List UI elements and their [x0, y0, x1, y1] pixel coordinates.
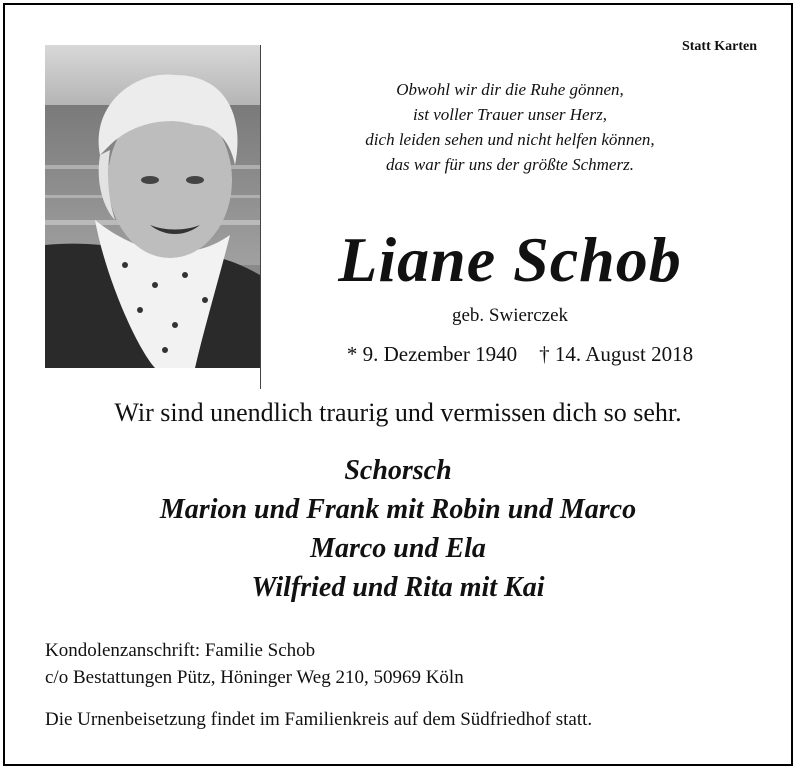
obituary-notice	[3, 3, 793, 766]
photo-divider	[260, 45, 261, 389]
deceased-name: Liane Schob	[338, 224, 682, 295]
death-date: † 14. August 2018	[539, 342, 694, 366]
poem	[295, 77, 725, 177]
poem-line: dich leiden sehen und nicht helfen können,	[365, 130, 655, 149]
statt-karten-label: Statt Karten	[681, 39, 757, 54]
mourner-line: Schorsch	[344, 455, 452, 486]
condolence-address	[45, 637, 765, 691]
birth-date: * 9. Dezember 1940	[346, 342, 518, 366]
mourning-sentence: Wir sind unendlich traurig und vermissen dich so sehr.	[114, 398, 682, 427]
mourner-line: Marco und Ela	[310, 533, 486, 564]
mourner-line: Marion und Frank mit Robin und Marco	[159, 494, 637, 525]
maiden-name: geb. Swierczek	[451, 305, 569, 326]
burial-note: Die Urnenbeisetzung findet im Familienkreis auf dem Südfriedhof statt.	[45, 709, 593, 730]
poem-line: Obwohl wir dir die Ruhe gönnen,	[396, 80, 624, 99]
mourner-line: Wilfried und Rita mit Kai	[251, 572, 545, 603]
poem-line: das war für uns der größte Schmerz.	[386, 155, 634, 174]
life-dates	[295, 342, 745, 367]
poem-line: ist voller Trauer unser Herz,	[412, 105, 608, 124]
condolence-line: c/o Bestattungen Pütz, Höninger Weg 210, 50969 Köln	[45, 667, 464, 688]
condolence-line: Kondolenzanschrift: Familie Schob	[45, 640, 316, 661]
portrait-photo	[45, 45, 260, 368]
mourners-list	[5, 451, 791, 607]
